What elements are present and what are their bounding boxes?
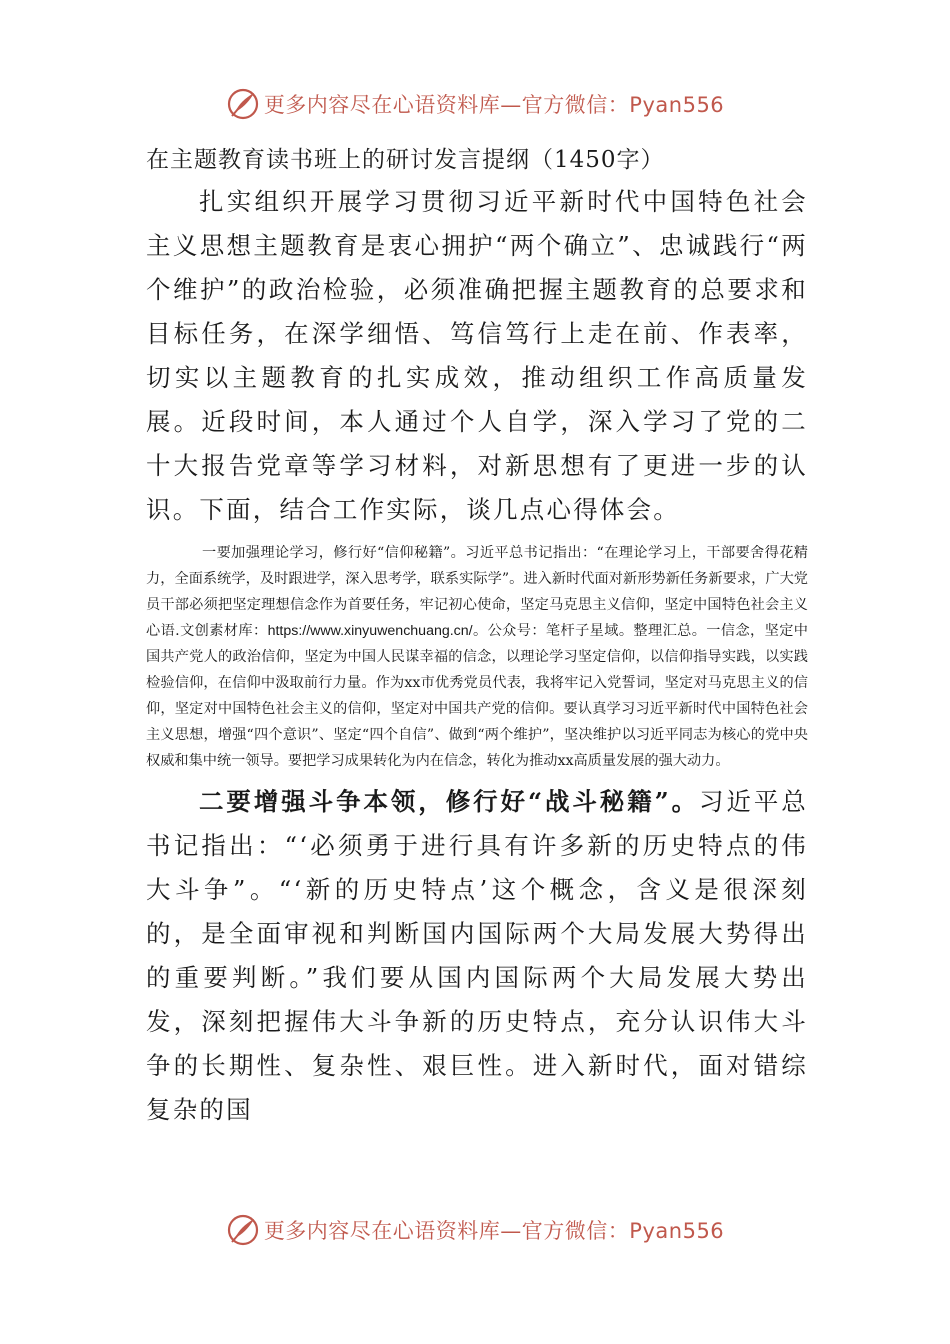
intro-paragraph: 扎实组织开展学习贯彻习近平新时代中国特色社会主义思想主题教育是衷心拥护“两个确立”、忠诚践行“两个维护”的政治检验，必须准确把握主题教育的总要求和目标任务，在深学细悟、笃信笃行上走在前、作表率，切实以主题教育的扎实成效，推动组织工作高质量发展。近段时间，本人通过个人自学，深入学习了党的二十大报告党章等学习材料，对新思想有了更进一步的认识。下面，结合工作实际，谈几点心得体会。 — [146, 187, 808, 524]
footer-banner-text: 更多内容尽在心语资料库—官方微信：Pyan556 — [263, 1219, 725, 1243]
section-1-text-a: 一要加强理论学习，修行好“信仰秘籍”。习近平总书记指出：“在理论学习上，干部要舍得花精力，全面系统学，及时跟进学，深入思考学，联系实际学”。进入新时代面对新形势新任务新要求，广大党员干部必须把坚定理想信念作为首要任务，牢记初心使命，坚定马克思主义信仰，坚定中国特色社会主义心语.文创素材库： — [146, 545, 808, 639]
quill-logo-icon — [226, 87, 260, 121]
document-title: 在主题教育读书班上的研讨发言提纲（1450字） — [146, 147, 665, 173]
section-2-body: 习近平总书记指出：“‘必须勇于进行具有许多新的历史特点的伟大斗争”。“‘新的历史特点’这个概念，含义是很深刻的，是全面审视和判断国内国际两个大局发展大势得出的重要判断。”我们要从国内国际两个大局发展大势出发，深刻把握伟大斗争新的历史特点，充分认识伟大斗争的长期性、复杂性、艰巨性。进入新时代，面对错综复杂的国 — [146, 787, 808, 1124]
header-banner — [0, 84, 950, 124]
header-banner-text: 更多内容尽在心语资料库—官方微信：Pyan556 — [263, 93, 725, 117]
quill-logo-icon — [226, 1213, 260, 1247]
section-1-url: https://www.xinyuwenchuang.cn/ — [267, 623, 473, 639]
footer-banner — [0, 1210, 950, 1250]
section-2-heading: 二要增强斗争本领，修行好“战斗秘籍”。 — [199, 787, 700, 816]
section-2-paragraph — [146, 780, 808, 1132]
document-body — [146, 140, 808, 1132]
section-1-paragraph — [146, 540, 808, 774]
section-1-text-b: 。公众号：笔杆子星域。整理汇总。一信念，坚定中国共产党人的政治信仰，坚定为中国人民谋幸福的信念，以理论学习坚定信仰，以信仰指导实践，以实践检验信仰，在信仰中汲取前行力量。作为xx市优秀党员代表，我将牢记入党誓词，坚定对马克思主义的信仰，坚定对中国特色社会主义的信仰，坚定对中国共产党的信仰。要认真学习习近平新时代中国特色社会主义思想，增强“四个意识”、坚定“四个自信”、做到“两个维护”，坚决维护以习近平同志为核心的党中央权威和集中统一领导。要把学习成果转化为内在信念，转化为推动xx高质量发展的强大动力。 — [146, 623, 808, 769]
